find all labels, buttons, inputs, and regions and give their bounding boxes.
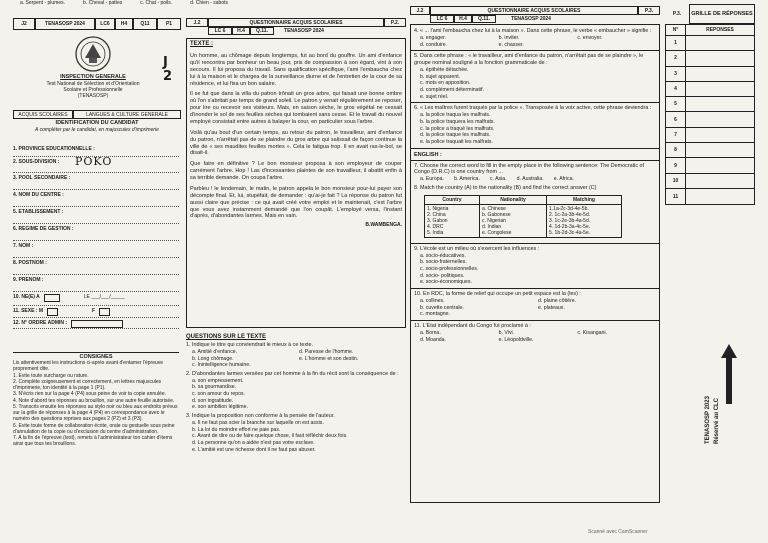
option[interactable]: c. Asia. bbox=[489, 176, 507, 183]
option[interactable]: c. envoyer. bbox=[577, 34, 603, 41]
question-5-options bbox=[414, 67, 656, 100]
question-4: 4. « ... l'ami l'embaucha chez lui à la maison ». Dans cette phrase, le verbe « embaucher » signifie : bbox=[414, 28, 652, 34]
checkbox-m[interactable] bbox=[47, 308, 58, 316]
option[interactable]: c. socio-professionnelles. bbox=[420, 266, 479, 273]
nationality: b. Gabonese bbox=[482, 211, 511, 218]
answer-number: 11 bbox=[666, 189, 686, 204]
consigne-item: 6. Evite toute forme de collaboration écrite, orale ou gestuelle sous peine d'annulation de ta copie ou d'exclusion du centre d'administration. bbox=[13, 422, 175, 435]
order-box[interactable] bbox=[71, 320, 123, 328]
consigne-item: 7. A la fin de l'épreuve (test), remets à l'administrateur ton cahier d'items ainsi que tous tes brouillons. bbox=[13, 435, 173, 448]
identity-fields bbox=[13, 144, 179, 329]
option[interactable]: b. sujet apparent. bbox=[420, 73, 461, 80]
answer-number: 8 bbox=[666, 143, 686, 157]
question-9-options bbox=[414, 253, 656, 286]
field-pool[interactable]: 3. POOL SECONDAIRE : bbox=[13, 173, 179, 190]
option[interactable]: d. son ingratitude. bbox=[192, 397, 234, 404]
country: 4. DRC bbox=[427, 223, 444, 230]
option[interactable]: a. Europa. bbox=[420, 176, 444, 183]
option[interactable]: b. la police traquera les malfrats. bbox=[420, 118, 495, 125]
header-cell: QUESTIONNAIRE ACQUIS SCOLAIRES bbox=[430, 6, 638, 15]
consignes bbox=[13, 352, 179, 448]
answer-row[interactable] bbox=[666, 36, 754, 51]
answer-row[interactable] bbox=[666, 51, 754, 66]
field-prenom[interactable]: 9. PRENOM : bbox=[13, 275, 179, 292]
question-3: 3. Indique la proposition non conforme à la pensée de l'auteur. bbox=[186, 413, 335, 420]
questions-title: QUESTIONS SUR LE TEXTE bbox=[186, 334, 267, 340]
option[interactable]: b. sa gourmandise. bbox=[192, 384, 237, 391]
header-cell: Q11 bbox=[133, 18, 157, 30]
match-header: Matching bbox=[547, 195, 622, 204]
matching-option[interactable]: 2. 1c-2a-3b-4e-5d. bbox=[549, 211, 591, 218]
answer-number: 6 bbox=[666, 112, 686, 126]
option[interactable]: b. inviter. bbox=[498, 34, 520, 41]
question-10-options bbox=[414, 298, 656, 318]
field-postnom[interactable]: 8. POSTNOM : bbox=[13, 258, 179, 275]
field-birth[interactable] bbox=[13, 292, 179, 306]
matching-list bbox=[547, 204, 622, 237]
question-11: 11. L'Etat indépendant du Congo fut proclamé à : bbox=[414, 322, 531, 329]
header-cell: J.2 bbox=[186, 18, 208, 27]
up-arrow-icon bbox=[721, 344, 737, 404]
answer-cell[interactable] bbox=[686, 97, 754, 111]
answer-number: 3 bbox=[666, 67, 686, 81]
logo-subtitle: Test National de Sélection et d'Orientation bbox=[46, 80, 140, 87]
question-1-options bbox=[186, 349, 406, 369]
option[interactable]: c. Inintelligence humaine. bbox=[192, 362, 251, 369]
birth-date: LE ___/___/_____ bbox=[83, 294, 125, 300]
matching-option[interactable]: 5. 1b-2d-3c-4a-5e. bbox=[549, 229, 591, 236]
answer-cell[interactable] bbox=[686, 112, 754, 126]
question-6-options bbox=[414, 112, 656, 145]
header-cell: LC6 bbox=[95, 18, 115, 30]
answer-cell[interactable] bbox=[686, 82, 754, 96]
consignes-title: CONSIGNES bbox=[79, 354, 113, 360]
column-reponses: REPONSES bbox=[706, 27, 734, 33]
question-6: 6. « Les maîtres furent traqués par la police ». Transposée à la voix active, cette phrase deviendra : bbox=[414, 105, 652, 112]
option[interactable]: e. Léopoldville. bbox=[498, 336, 534, 343]
top-strip-item: c. Chat - poils. bbox=[140, 0, 173, 6]
header-cell: P.3. bbox=[638, 6, 660, 15]
answer-number: 1 bbox=[666, 36, 686, 50]
country-list bbox=[425, 204, 480, 237]
match-header: Nationality bbox=[480, 195, 547, 204]
field-label: 2. SOUS-DIVISION : bbox=[13, 159, 60, 165]
grid-title: GRILLE DE RÉPONSES bbox=[689, 4, 755, 24]
option[interactable]: b. Vivi. bbox=[498, 329, 515, 336]
option[interactable]: e. L'homme et son destin. bbox=[299, 355, 359, 362]
consigne-item: 4. Note d'abord tes réponses au brouillon, sur une autre feuille autorisée. bbox=[13, 397, 175, 404]
match-header: Country bbox=[425, 195, 480, 204]
top-strip bbox=[20, 0, 320, 8]
page-3-header bbox=[410, 6, 660, 15]
answer-row[interactable] bbox=[666, 112, 754, 127]
field-label: F bbox=[92, 308, 96, 314]
header-cell: Q.11. bbox=[472, 15, 496, 23]
answer-cell[interactable] bbox=[686, 158, 754, 172]
answer-row[interactable] bbox=[666, 158, 754, 173]
header-cell: P.2. bbox=[384, 18, 406, 27]
option[interactable]: d. complément déterminatif. bbox=[420, 87, 485, 93]
question-8: 8. Match the country (A) to the nationality (B) and find the correct answer (C) bbox=[414, 184, 597, 191]
option[interactable]: c. son amour du repos. bbox=[192, 391, 246, 398]
option[interactable]: e. socio-économiques. bbox=[420, 279, 472, 286]
section-tab: LANGUES & CULTURE GENERALE bbox=[73, 110, 181, 119]
english-label: ENGLISH : bbox=[414, 151, 442, 158]
field-nom[interactable]: 7. NOM : bbox=[13, 241, 179, 258]
nationality: a. Chinese bbox=[482, 205, 506, 212]
option[interactable]: a. la police traqua les malfrats. bbox=[420, 112, 491, 119]
answer-row[interactable] bbox=[666, 82, 754, 97]
matching-option[interactable]: 3. 1c-2e-3b-4a-5d. bbox=[549, 217, 591, 224]
option[interactable]: d. conduire. bbox=[420, 41, 448, 48]
column-no: N° bbox=[666, 25, 686, 35]
header-cell: LC 6 bbox=[208, 27, 232, 35]
text-paragraph: Parbleu ! le lendemain, le matin, le patron appela le bon monsieur pour-lui payer son décompte final. Et, lui, stupéfait, de demander : qu'ai-je fait ? La réponse du patron fut aussi claire que précise : ce qui avait créé votre emploi et le maintenait, c'est l'arbre que vous avez instamment demandé que l'on coupât. L'employé versa, l'instant d'après, d'abondantes larmes. Mais en vain. bbox=[190, 185, 402, 220]
answer-cell[interactable] bbox=[686, 189, 754, 204]
header-cell: TENASOSP 2024 bbox=[284, 28, 324, 34]
header-cell: QUESTIONNAIRE ACQUIS SCOLAIRES bbox=[208, 18, 384, 27]
answer-row[interactable] bbox=[666, 97, 754, 112]
grid-header bbox=[665, 4, 755, 24]
question-5: 5. Dans cette phrase : « le travailleur, ami d'enfance du patron, n'arrêtait pas de se plaindre », le groupe nominal souligné a la fonction grammaticale de : bbox=[414, 53, 644, 67]
checkbox-f[interactable] bbox=[99, 308, 110, 316]
option[interactable]: b. socio-fraternelles. bbox=[420, 259, 467, 266]
consigne-item: 3. N'écris rien sur la page 4 (P4) sous peine de voir ta copie annulée. bbox=[13, 391, 166, 398]
logo-subtitle: Scolaire et Professionnelle bbox=[63, 87, 123, 94]
text-paragraph: Il se fut que dans la villa du patron trônait un gros arbre, qui faisait une bonne ombre où l'on s'abritait par temps de grand soleil. Le patron y venait régulièrement se reposer, pour lire ou recevoir ses visiteurs. Mais, en saison sèche, le gros végétal ne cessait d'inonder le sol de ses feuilles sèches qui tombaient sans cesse. Et le travail du nouvel employé consistait entre autres à balayer la cour, en particulier sous l'arbre. bbox=[190, 91, 402, 125]
scanner-watermark: Scanné avec CamScanner bbox=[588, 529, 648, 535]
answer-row[interactable] bbox=[666, 67, 754, 82]
text-paragraph: Voilà qu'au bout d'un certain temps, au retour du patron, le travailleur, ami d'enfance du patron, n'arrêtait pas de se plaindre du gros arbre qui salissait de façon continue la ville de « ses maudites feuilles mortes ». Cela le fatigua trop. Il en avait ras-le-bol, se disait-il. bbox=[190, 129, 402, 157]
logo-caption: INSPECTION GENERALE bbox=[60, 74, 126, 80]
page-2 bbox=[186, 18, 406, 513]
page-3-subheader bbox=[430, 15, 660, 23]
emblem-icon bbox=[71, 34, 115, 74]
field-sous-division[interactable] bbox=[13, 157, 179, 173]
question-9: 9. L'école est un milieu où s'exercent les influences : bbox=[414, 245, 540, 252]
matching-table bbox=[424, 195, 622, 238]
option[interactable]: c. montagne. bbox=[420, 311, 450, 318]
option[interactable]: e. chasser. bbox=[498, 41, 524, 48]
nationality: d. Indian bbox=[482, 223, 502, 230]
field-centre[interactable]: 4. NOM DU CENTRE : bbox=[13, 190, 179, 207]
country: 1. Nigeria bbox=[427, 205, 449, 212]
answer-cell[interactable] bbox=[686, 128, 754, 142]
header-cell: P.3. bbox=[672, 11, 682, 17]
option[interactable]: d. socio- politiques. bbox=[420, 272, 465, 279]
option[interactable]: a. engager. bbox=[420, 34, 446, 41]
answer-number: 9 bbox=[666, 158, 686, 172]
option[interactable]: e. plateaux. bbox=[538, 304, 565, 311]
section-tabs bbox=[13, 110, 181, 119]
top-strip-item: a. Serpent - plumes. bbox=[20, 0, 66, 6]
top-strip-item: d. Chien - sabots bbox=[190, 0, 228, 6]
option[interactable]: a. épithète détachée. bbox=[420, 67, 469, 74]
option[interactable]: d. Paresse de l'homme. bbox=[299, 348, 354, 355]
option[interactable]: c. la police a traqué les malfrats. bbox=[420, 125, 495, 132]
header-cell: J.2 bbox=[410, 6, 430, 15]
option[interactable]: b. cuvette centrale. bbox=[420, 304, 464, 311]
answer-row[interactable] bbox=[666, 143, 754, 158]
text-author: B.WAMBENGA. bbox=[365, 222, 402, 229]
nationality: e. Congolese bbox=[482, 229, 512, 236]
answer-number: 4 bbox=[666, 82, 686, 96]
answer-cell[interactable] bbox=[686, 67, 754, 81]
option[interactable]: e. sujet réel. bbox=[420, 93, 449, 100]
nationality-list bbox=[480, 204, 547, 237]
answer-grid-page bbox=[665, 4, 755, 513]
page-1 bbox=[13, 18, 181, 511]
header-cell: LC 6 bbox=[430, 15, 454, 23]
answer-cell[interactable] bbox=[686, 51, 754, 65]
country: 2. China bbox=[427, 211, 446, 218]
answer-number: 10 bbox=[666, 174, 686, 188]
vertical-label: TENASOSP 2023 bbox=[705, 396, 711, 444]
option[interactable]: a. Boma. bbox=[420, 329, 441, 336]
logo-block bbox=[33, 34, 153, 108]
identification-note: A compléter par le candidat, en majuscules d'imprimerie bbox=[35, 127, 159, 133]
question-2-options bbox=[186, 378, 406, 411]
option[interactable]: d. la police traque les malfrats. bbox=[420, 132, 491, 139]
matching-option[interactable]: 1.1a-2c-3d-4e-5b. bbox=[549, 205, 589, 212]
option[interactable]: d. Australia. bbox=[516, 176, 544, 183]
option[interactable]: a. collines. bbox=[420, 297, 445, 304]
header-cell: J2 bbox=[13, 18, 35, 30]
question-7-options bbox=[414, 176, 656, 183]
answer-number: 2 bbox=[666, 51, 686, 65]
page-3 bbox=[410, 6, 660, 511]
field-ordre[interactable] bbox=[13, 318, 179, 329]
handwritten-entry: POKO bbox=[75, 157, 113, 168]
option[interactable]: d. Moanda. bbox=[420, 336, 446, 343]
field-label: 11. SEXE : M bbox=[13, 308, 44, 314]
grid-columns bbox=[666, 25, 754, 36]
option[interactable]: e. Africa. bbox=[553, 176, 574, 183]
answer-cell[interactable] bbox=[686, 36, 754, 50]
field-label: 10. NE(E) A bbox=[13, 294, 40, 300]
consigne-item: 5. Transcris ensuite tes réponses au stylo noir ou bleu aux endroits prévus sur la grille de réponses à la page 4 (P4) en correspondance avec le numéro des questions reprises aux pages 2 (P2) et 3 (P3). bbox=[13, 403, 178, 423]
header-cell: H4 bbox=[115, 18, 133, 30]
field-province[interactable]: 1. PROVINCE EDUCATIONNELLE : bbox=[13, 144, 179, 157]
text-paragraph: Que faire en définitive ? Le bon monsieur proposa à son employeur de couper carrément l'arbre. Hop ! Las d'incessantes plaintes de son travailleur, il abattit enfin à sa terrible demande. On coupa l'arbre. bbox=[190, 161, 402, 181]
answer-row[interactable] bbox=[666, 174, 754, 189]
option[interactable]: b. America. bbox=[453, 176, 480, 183]
header-cell: TENASOSP 2024 bbox=[511, 16, 551, 22]
option[interactable]: b. La loi du moindre effort ne paie pas. bbox=[192, 426, 281, 433]
page-code: J 2 bbox=[163, 55, 173, 85]
field-sexe[interactable] bbox=[13, 306, 179, 318]
answer-grid bbox=[665, 24, 755, 205]
consignes-intro: Lis attentivement les instructions ci-après avant d'entamer l'épreuve proprement dite. bbox=[13, 360, 164, 373]
questions-box bbox=[410, 24, 660, 503]
field-label: 12. N° ORDRE ADMIN : bbox=[13, 320, 68, 326]
texte-label: TEXTE : bbox=[190, 41, 214, 47]
logo-subtitle: (TENASOSP) bbox=[77, 93, 109, 100]
answer-cell[interactable] bbox=[686, 174, 754, 188]
nationality: c. Nigerian bbox=[482, 217, 506, 224]
question-11-options bbox=[414, 330, 656, 343]
matching-option[interactable]: 4. 1d-2b-3a-4c-5e. bbox=[549, 223, 591, 230]
option[interactable]: a. Amitié d'enfance. bbox=[192, 348, 238, 355]
consigne-item: 1. Evite toute surcharge ou rature. bbox=[13, 372, 89, 379]
option[interactable]: d. plaine côtière. bbox=[538, 297, 577, 304]
question-10: 10. En RDC, la forme de relief qui occupe un petit espace est la (les) : bbox=[414, 291, 581, 298]
checkbox[interactable] bbox=[44, 294, 60, 302]
field-etablissement[interactable]: 5. ETABLISSEMENT : bbox=[13, 207, 179, 224]
header-cell: H.4 bbox=[232, 27, 250, 35]
option[interactable]: a. Il ne faut pas scier la branche sur laquelle on est assis. bbox=[192, 419, 324, 426]
top-strip-item: b. Cheval - pattes bbox=[83, 0, 123, 6]
consigne-item: 2. Complète soigneusement et correctement, en lettres majuscules d'imprimerie, ton identité à la page 1 (P1). bbox=[13, 378, 162, 391]
country: 3. Gabon bbox=[427, 217, 448, 224]
option[interactable]: c. Avant de dire ou de faire quelque chose, il faut réfléchir deux fois. bbox=[192, 433, 348, 440]
section-tab: ACQUIS SCOLAIRES bbox=[13, 110, 73, 119]
option[interactable]: e. son ambition légitime. bbox=[192, 404, 248, 411]
text-paragraph: Un homme, au chômage depuis longtemps, fut au bord du gouffre. Un ami d'enfance qu'il rencontra par bonheur un beau jour, pris de compassion à son égard, vint à son secours. Il lui proposa du travail. Sans qualification spécifique, l'ami l'embaucha chez lui à la maison et le chargea de la surveillance diurne et de l'entretien de la cour de sa résidence, et lui fixa un bon salaire. bbox=[190, 53, 402, 87]
option[interactable]: a. son empressement. bbox=[192, 377, 244, 384]
vertical-label: Réservé au CLC bbox=[714, 397, 720, 444]
page-1-header bbox=[13, 18, 181, 30]
answer-row[interactable] bbox=[666, 189, 754, 204]
option[interactable]: b. Long chômage. bbox=[192, 355, 234, 362]
question-2: 2. D'abondantes larmes versées par cet homme à la fin du récit sont la conséquence de : bbox=[186, 370, 399, 377]
option[interactable]: e. L'amitié est une richesse dont il ne faut pas abuser. bbox=[192, 446, 316, 453]
identification-title: IDENTIFICATION DU CANDIDAT bbox=[55, 120, 139, 126]
header-cell: TENASOSP 2024 bbox=[35, 18, 95, 30]
answer-number: 5 bbox=[666, 97, 686, 111]
country: 5. India bbox=[427, 229, 444, 236]
question-1: 1. Indique le titre qui conviendrait le mieux à ce texte. bbox=[186, 342, 314, 348]
question-4-options bbox=[414, 35, 656, 48]
page-2-header bbox=[186, 18, 406, 27]
header-cell: P1 bbox=[157, 18, 181, 30]
answer-row[interactable] bbox=[666, 128, 754, 143]
answer-cell[interactable] bbox=[686, 143, 754, 157]
option[interactable]: e. la police traquait les malfrats. bbox=[420, 138, 493, 145]
option[interactable]: a. socio-éducatives. bbox=[420, 252, 466, 259]
header-cell: H.4 bbox=[454, 15, 472, 23]
field-regime[interactable]: 6. REGIME DE GESTION : bbox=[13, 224, 179, 241]
question-7: 7. Choose the correct word to fill in the empty place in the following sentence: The Democratic of Congo (D.R.C) is one country from ... bbox=[414, 162, 645, 176]
text-box bbox=[186, 38, 406, 328]
option[interactable]: c. Kisangani. bbox=[577, 329, 608, 336]
option[interactable]: c. mots en apposition. bbox=[420, 80, 471, 87]
option[interactable]: d. La personne qu'on a aidée n'est pas votre esclave. bbox=[192, 439, 315, 446]
answer-number: 7 bbox=[666, 128, 686, 142]
header-cell: Q.11. bbox=[250, 27, 274, 35]
question-3-options bbox=[186, 420, 406, 453]
page-2-subheader bbox=[208, 27, 406, 35]
